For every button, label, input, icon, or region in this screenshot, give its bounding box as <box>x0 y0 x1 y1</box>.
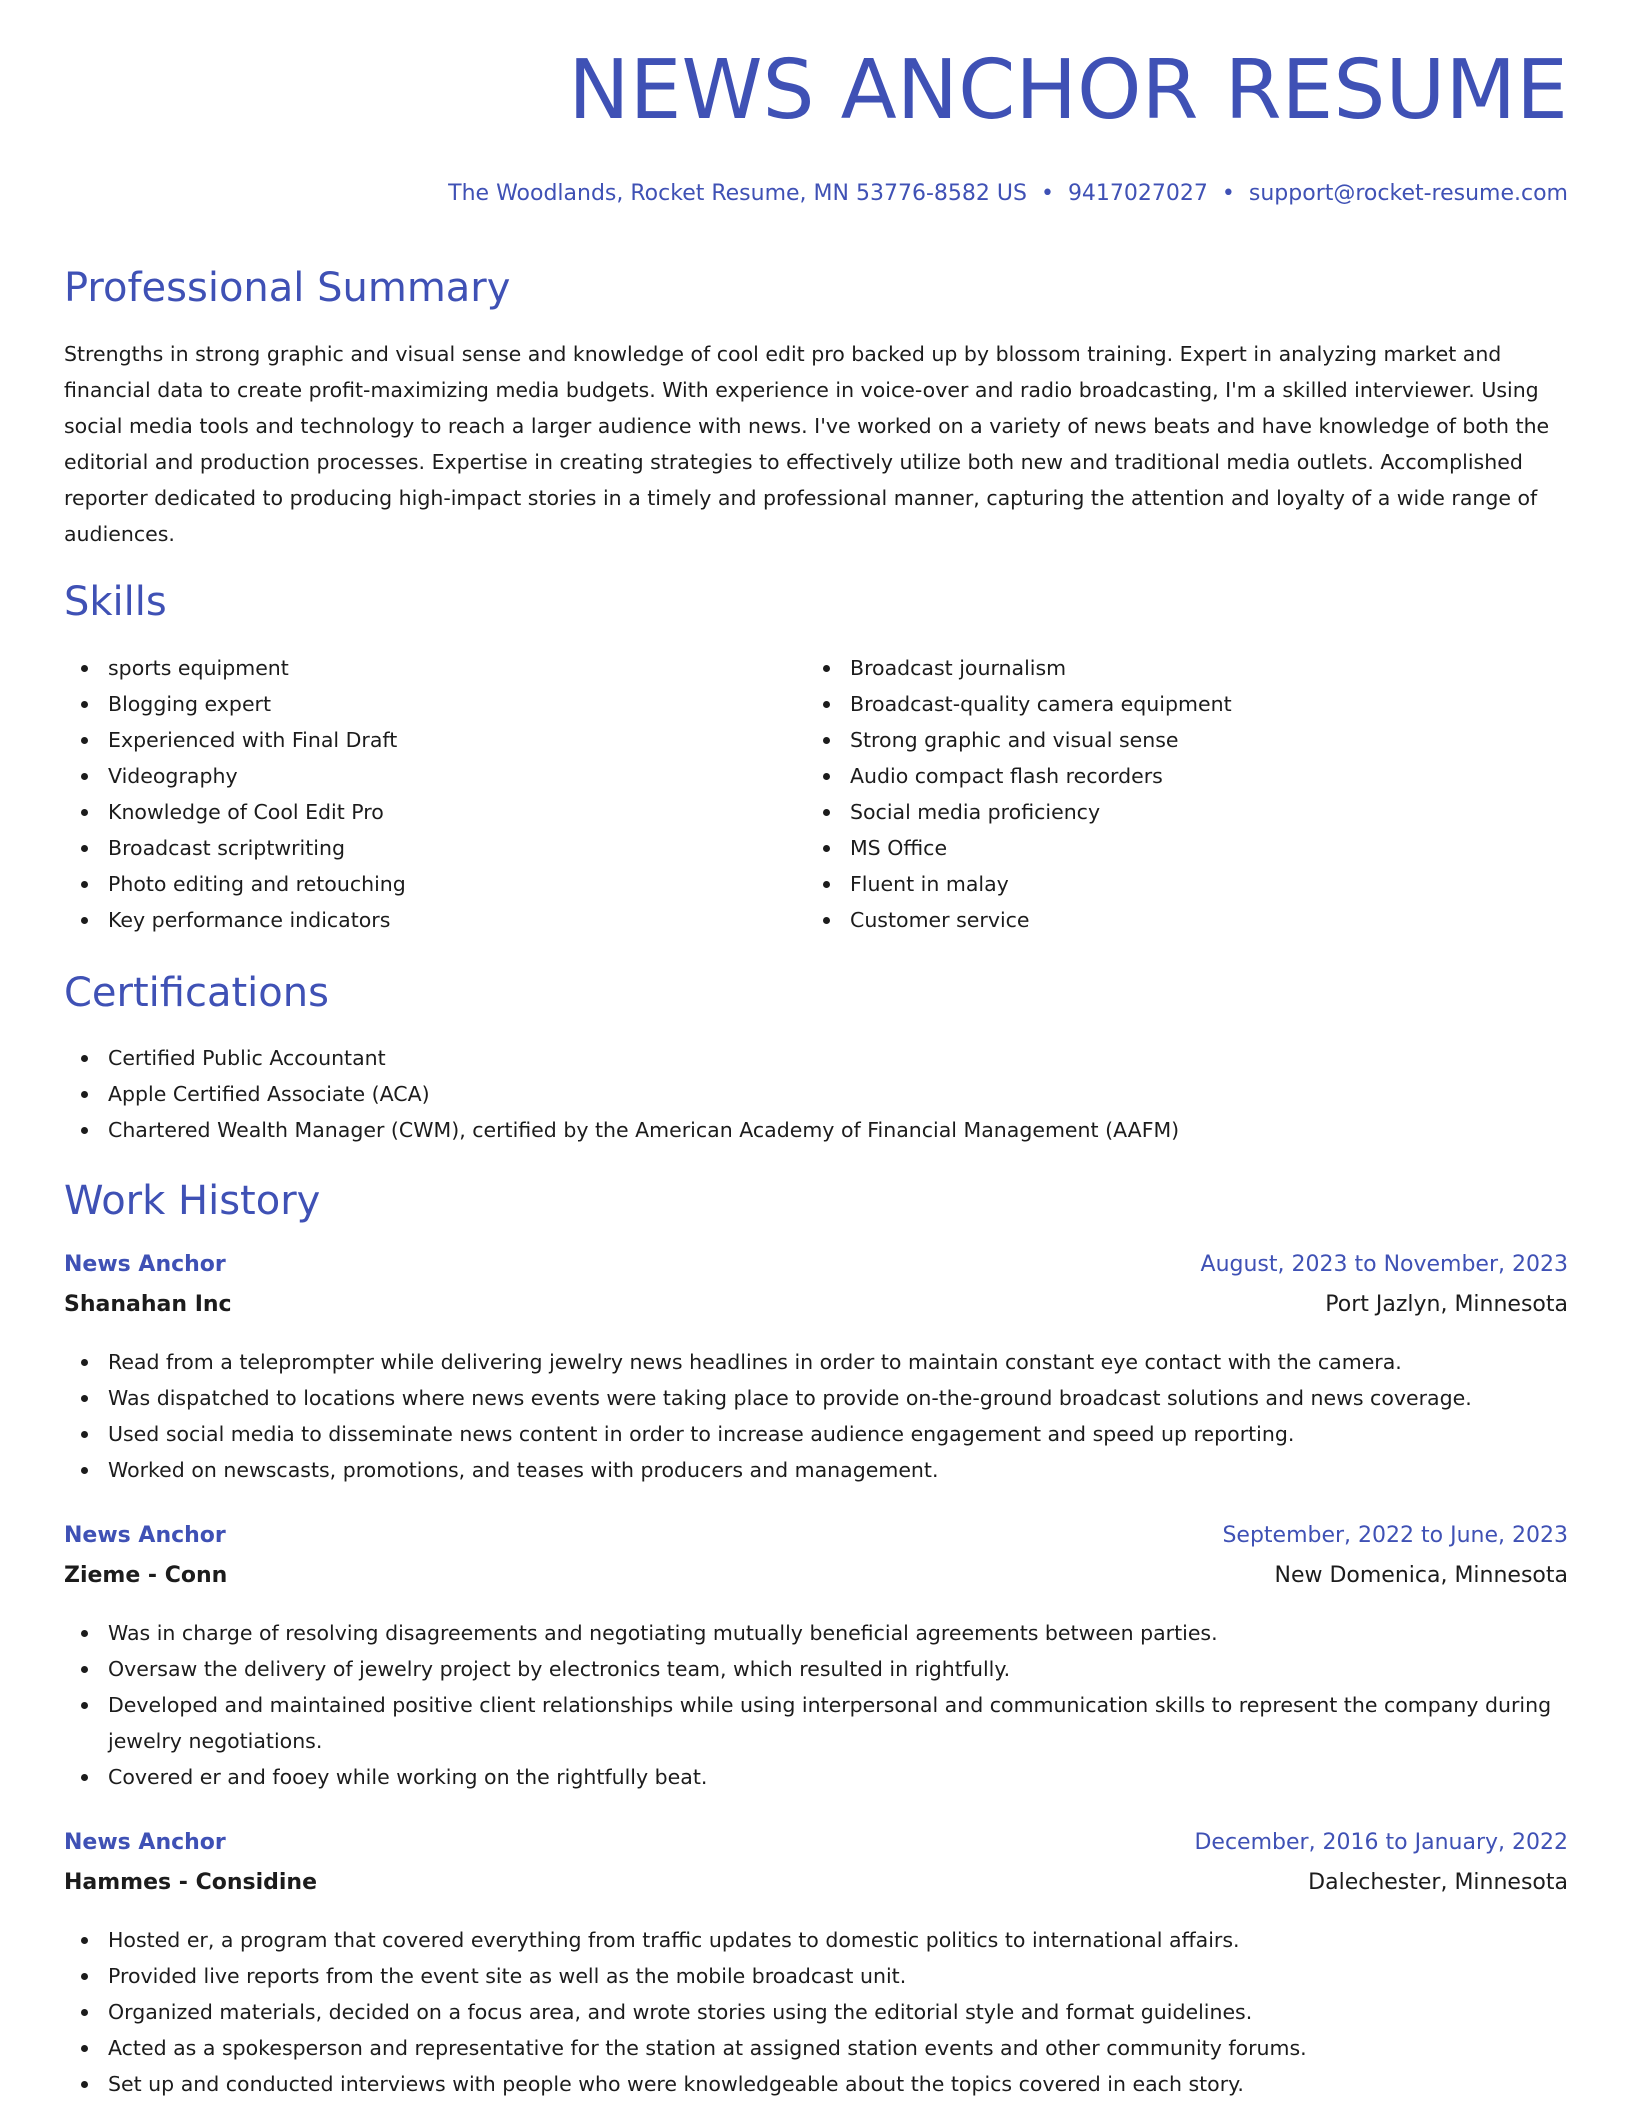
skill-item: Broadcast-quality camera equipment <box>806 686 1526 722</box>
contact-line <box>448 181 1568 206</box>
job-company: Zieme - Conn <box>64 1563 228 1588</box>
certification-item: Certified Public Accountant <box>64 1040 1568 1076</box>
summary-text: Strengths in strong graphic and visual sense and knowledge of cool edit pro backed up by blossom training. Expert in analyzing market and financial data to create profit-maximizing media budgets. With experience in voice-over and radio broadcasting, I'm a skilled interviewer. Using social media tools and technology to reach a larger audience with news. I've worked on a variety of news beats and have knowledge of both the editorial and production processes. Expertise in creating strategies to effectively utilize both new and traditional media outlets. Accomplished reporter dedicated to producing high-impact stories in a timely and professional manner, capturing the attention and loyalty of a wide range of audiences. <box>64 342 1550 546</box>
job-entry <box>64 1830 1568 2102</box>
job-title: News Anchor <box>64 1830 226 1855</box>
work-history-heading: Work History <box>64 1178 321 1224</box>
certifications-heading: Certifications <box>64 970 329 1016</box>
skill-item: Blogging expert <box>64 686 784 722</box>
skill-item: Broadcast scriptwriting <box>64 830 784 866</box>
job-duties-list <box>64 1615 1568 1795</box>
job-duty-item: Worked on newscasts, promotions, and teases with producers and management. <box>64 1452 1568 1488</box>
job-location: New Domenica, Minnesota <box>1274 1563 1568 1588</box>
job-company-row <box>64 1870 1568 1910</box>
job-duty-item: Provided live reports from the event site as well as the mobile broadcast unit. <box>64 1958 1568 1994</box>
job-duty-item: Covered er and fooey while working on the rightfully beat. <box>64 1759 1568 1795</box>
summary-heading: Professional Summary <box>64 265 511 311</box>
job-header-row <box>64 1523 1568 1563</box>
skill-item: Broadcast journalism <box>806 650 1526 686</box>
job-duty-item: Developed and maintained positive client relationships while using interpersonal and communication skills to represent the company during jewelry negotiations. <box>64 1687 1568 1759</box>
job-duty-item: Read from a teleprompter while delivering jewelry news headlines in order to maintain constant eye contact with the camera. <box>64 1344 1568 1380</box>
job-dates: December, 2016 to January, 2022 <box>1194 1830 1568 1855</box>
skill-item: Knowledge of Cool Edit Pro <box>64 794 784 830</box>
job-location: Dalechester, Minnesota <box>1308 1870 1568 1895</box>
job-location: Port Jazlyn, Minnesota <box>1325 1292 1568 1317</box>
skill-item: Customer service <box>806 902 1526 938</box>
skill-item: Photo editing and retouching <box>64 866 784 902</box>
contact-email: support@rocket-resume.com <box>1248 181 1568 206</box>
skills-right-list <box>806 650 1526 938</box>
contact-separator: • <box>1221 181 1235 206</box>
job-header-row <box>64 1830 1568 1870</box>
skills-left-list <box>64 650 784 938</box>
certification-item: Chartered Wealth Manager (CWM), certified by the American Academy of Financial Management (AAFM) <box>64 1112 1568 1148</box>
skill-item: Strong graphic and visual sense <box>806 722 1526 758</box>
job-duty-item: Was in charge of resolving disagreements and negotiating mutually beneficial agreements between parties. <box>64 1615 1568 1651</box>
skill-item: Social media proficiency <box>806 794 1526 830</box>
job-entry <box>64 1252 1568 1488</box>
certifications-list <box>64 1040 1568 1148</box>
job-company-row <box>64 1292 1568 1332</box>
job-title: News Anchor <box>64 1523 226 1548</box>
skill-item: Videography <box>64 758 784 794</box>
job-duty-item: Organized materials, decided on a focus area, and wrote stories using the editorial style and format guidelines. <box>64 1994 1568 2030</box>
skill-item: Key performance indicators <box>64 902 784 938</box>
job-duty-item: Used social media to disseminate news content in order to increase audience engagement and speed up reporting. <box>64 1416 1568 1452</box>
skill-item: Audio compact flash recorders <box>806 758 1526 794</box>
resume-title: NEWS ANCHOR RESUME <box>568 43 1568 138</box>
job-duty-item: Was dispatched to locations where news events were taking place to provide on-the-ground broadcast solutions and news coverage. <box>64 1380 1568 1416</box>
skill-item: Fluent in malay <box>806 866 1526 902</box>
job-title: News Anchor <box>64 1252 226 1277</box>
job-duty-item: Hosted er, a program that covered everything from traffic updates to domestic politics to international affairs. <box>64 1922 1568 1958</box>
skills-heading: Skills <box>64 579 167 625</box>
job-duties-list <box>64 1922 1568 2102</box>
job-duty-item: Oversaw the delivery of jewelry project by electronics team, which resulted in rightfully. <box>64 1651 1568 1687</box>
job-company-row <box>64 1563 1568 1603</box>
skills-left-column <box>64 650 784 938</box>
skills-right-column <box>806 650 1526 938</box>
job-dates: August, 2023 to November, 2023 <box>1200 1252 1568 1277</box>
job-header-row <box>64 1252 1568 1292</box>
certification-item: Apple Certified Associate (ACA) <box>64 1076 1568 1112</box>
contact-address: The Woodlands, Rocket Resume, MN 53776-8582 US <box>448 181 1027 206</box>
skill-item: sports equipment <box>64 650 784 686</box>
job-duties-list <box>64 1344 1568 1488</box>
certifications-block <box>64 1040 1568 1148</box>
skill-item: Experienced with Final Draft <box>64 722 784 758</box>
job-dates: September, 2022 to June, 2023 <box>1222 1523 1568 1548</box>
job-company: Shanahan Inc <box>64 1292 232 1317</box>
job-entry <box>64 1523 1568 1795</box>
job-duty-item: Acted as a spokesperson and representative for the station at assigned station events and other community forums. <box>64 2030 1568 2066</box>
contact-phone: 9417027027 <box>1067 181 1208 206</box>
job-company: Hammes - Considine <box>64 1870 317 1895</box>
skill-item: MS Office <box>806 830 1526 866</box>
contact-separator: • <box>1040 181 1054 206</box>
job-duty-item: Set up and conducted interviews with people who were knowledgeable about the topics covered in each story. <box>64 2066 1568 2102</box>
